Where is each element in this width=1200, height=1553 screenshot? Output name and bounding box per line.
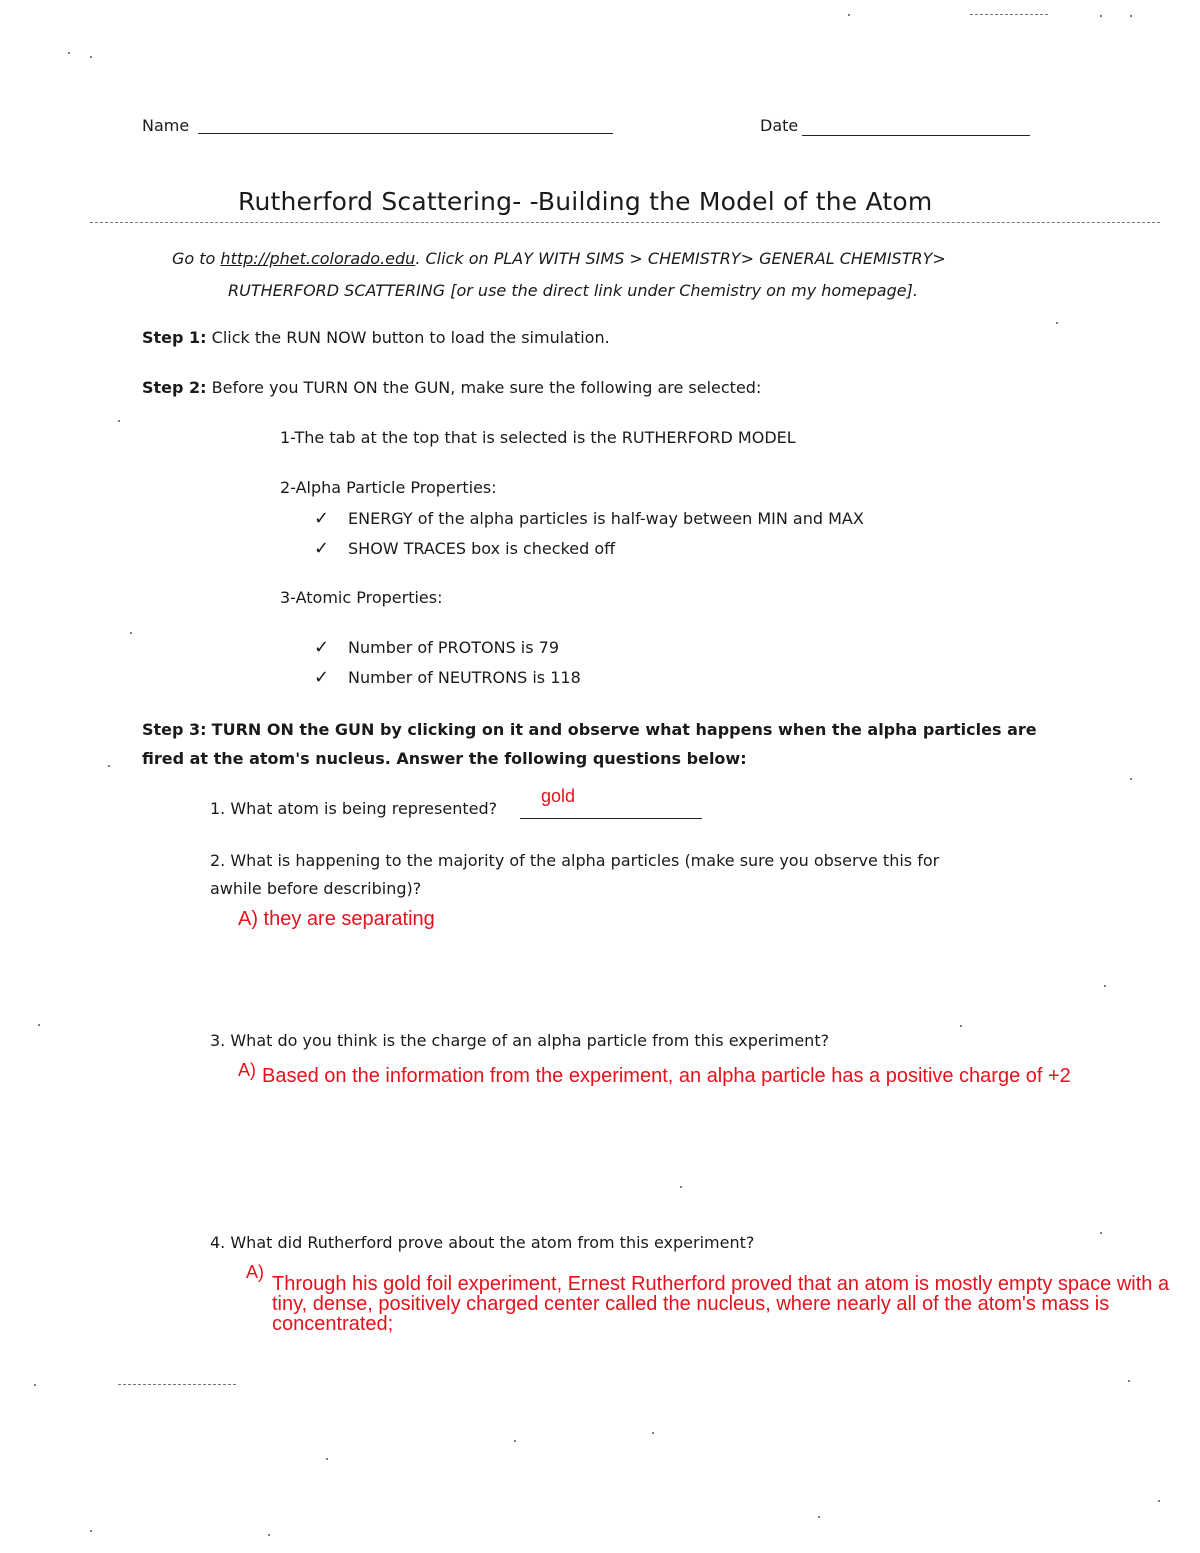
step-1-label: Step 1: — [142, 328, 207, 347]
name-label: Name — [142, 116, 190, 135]
scan-speck — [848, 14, 850, 16]
scan-speck — [90, 56, 92, 58]
step-3-line-1 — [142, 720, 1037, 739]
step-2 — [142, 378, 761, 397]
scan-speck — [38, 1024, 40, 1026]
answer-3-prefix: A) — [238, 1060, 256, 1080]
check-text: Number of NEUTRONS is 118 — [348, 668, 581, 687]
step-1 — [142, 328, 610, 347]
scan-speck — [34, 1384, 36, 1386]
answer-1-line[interactable] — [520, 818, 702, 819]
answer-1: gold — [541, 786, 576, 806]
checkmark-icon: ✓ — [314, 637, 330, 658]
step-3-text: TURN ON the GUN by clicking on it and observe what happens when the alpha particles are — [211, 720, 1037, 739]
step-1-text: Click the RUN NOW button to load the simulation. — [206, 328, 610, 347]
intro-rest: . Click on PLAY WITH SIMS > CHEMISTRY> GENERAL CHEMISTRY> — [415, 249, 946, 268]
check-item-neutrons — [314, 667, 581, 688]
scan-speck — [652, 1432, 654, 1434]
scan-speck — [130, 632, 132, 634]
scan-mark — [118, 1384, 236, 1385]
question-2-line-2: awhile before describing)? — [210, 879, 422, 898]
answer-4: Through his gold foil experiment, Ernest Rutherford proved that an atom is mostly empty space with a tiny, dense, positively charged center called the nucleus, where nearly all of the atom's mass is concentrated; — [272, 1273, 1170, 1335]
step-2-item-2: 2-Alpha Particle Properties: — [280, 478, 497, 497]
phet-link[interactable]: http://phet.colorado.edu — [220, 249, 416, 268]
step-2-item-1: 1-The tab at the top that is selected is the RUTHERFORD MODEL — [280, 428, 796, 447]
answer-3: Based on the information from the experiment, an alpha particle has a positive charge of +2 — [262, 1065, 1071, 1087]
scan-speck — [1104, 985, 1106, 987]
scan-speck — [108, 765, 110, 767]
check-text: ENERGY of the alpha particles is half-way between MIN and MAX — [348, 509, 864, 528]
name-field-line[interactable] — [198, 133, 613, 134]
check-text: Number of PROTONS is 79 — [348, 638, 560, 657]
scan-speck — [1100, 15, 1102, 17]
step-2-item-3: 3-Atomic Properties: — [280, 588, 443, 607]
scan-speck — [268, 1534, 270, 1536]
check-item-traces — [314, 538, 615, 559]
scan-speck — [326, 1458, 328, 1460]
scan-speck — [818, 1516, 820, 1518]
answer-2: A) they are separating — [238, 908, 435, 930]
page-title: Rutherford Scattering- -Building the Model of the Atom — [238, 187, 933, 216]
question-4: 4. What did Rutherford prove about the atom from this experiment? — [210, 1233, 755, 1252]
scan-speck — [90, 1530, 92, 1532]
answer-4-prefix: A) — [246, 1262, 264, 1282]
checkmark-icon: ✓ — [314, 538, 330, 559]
step-2-text: Before you TURN ON the GUN, make sure the following are selected: — [206, 378, 762, 397]
question-3: 3. What do you think is the charge of an alpha particle from this experiment? — [210, 1031, 830, 1050]
check-item-energy — [314, 508, 864, 529]
question-2-line-1: 2. What is happening to the majority of the alpha particles (make sure you observe this for — [210, 851, 940, 870]
scan-speck — [68, 52, 70, 54]
scan-speck — [680, 1186, 682, 1188]
scan-speck — [514, 1440, 516, 1442]
intro-line-1 — [172, 249, 946, 268]
intro-prefix: Go to — [172, 249, 221, 268]
scan-speck — [1130, 778, 1132, 780]
step-2-label: Step 2: — [142, 378, 207, 397]
step-3-line-2: fired at the atom's nucleus. Answer the following questions below: — [142, 749, 747, 768]
scan-speck — [1130, 15, 1132, 17]
scan-mark — [970, 14, 1048, 15]
question-1: 1. What atom is being represented? — [210, 799, 498, 818]
scan-speck — [1158, 1500, 1160, 1502]
check-text: SHOW TRACES box is checked off — [348, 539, 616, 558]
scan-speck — [1100, 1232, 1102, 1234]
checkmark-icon: ✓ — [314, 508, 330, 529]
date-label: Date — [760, 116, 799, 135]
scan-speck — [960, 1025, 962, 1027]
checkmark-icon: ✓ — [314, 667, 330, 688]
date-field-line[interactable] — [802, 135, 1030, 136]
scan-speck — [118, 420, 120, 422]
title-divider — [90, 222, 1160, 223]
scan-speck — [1056, 322, 1058, 324]
scan-speck — [1128, 1380, 1130, 1382]
check-item-protons — [314, 637, 559, 658]
step-3-label: Step 3: — [142, 720, 207, 739]
intro-line-2: RUTHERFORD SCATTERING [or use the direct link under Chemistry on my homepage]. — [228, 281, 918, 300]
